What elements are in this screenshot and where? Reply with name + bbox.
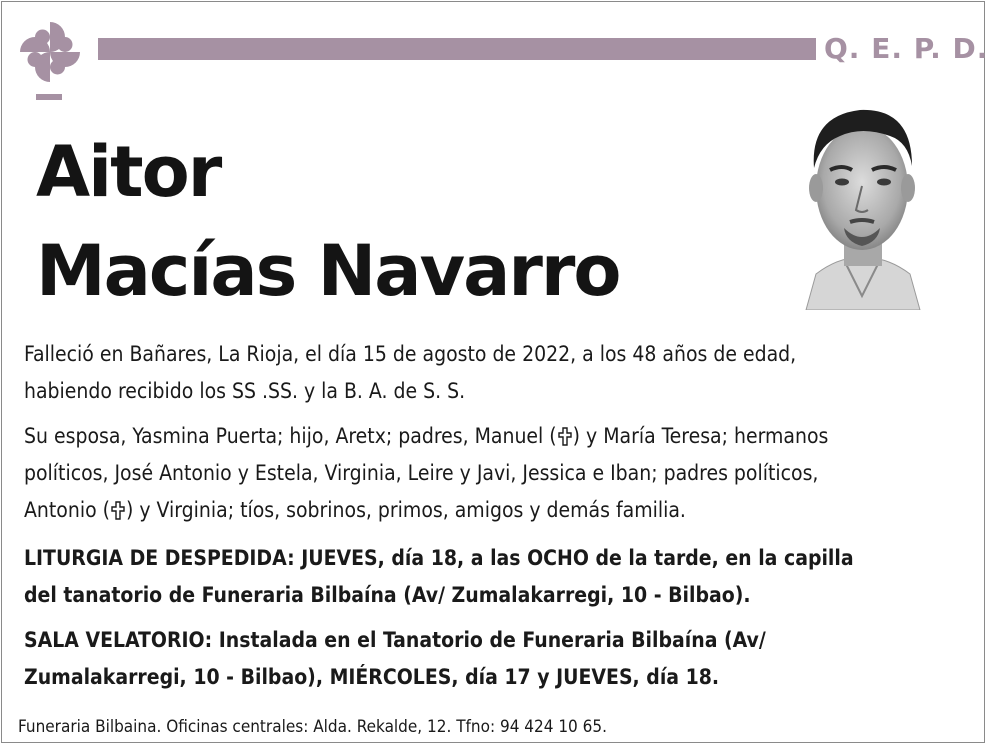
- family-text-e: ) y Virginia; tíos, sobrinos, primos, amigos y demás familia.: [126, 498, 686, 522]
- liturgy-line-1: LITURGIA DE DESPEDIDA: JUEVES, día 18, a las OCHO de la tarde, en la capilla: [24, 546, 854, 570]
- family-text-d: Antonio (: [24, 498, 111, 522]
- last-name: Macías Navarro: [36, 230, 620, 312]
- family-paragraph: [24, 418, 970, 529]
- wake-room-paragraph: [24, 622, 970, 696]
- header-bar: [98, 38, 816, 60]
- qepd-label: Q. E. P. D.: [824, 32, 988, 65]
- wake-room-line-2: Zumalakarregi, 10 - Bilbao), MIÉRCOLES, día 17 y JUEVES, día 18.: [24, 665, 720, 689]
- cross-icon: [557, 426, 573, 446]
- wake-room-line-1: SALA VELATORIO: Instalada en el Tanatorio de Funeraria Bilbaína (Av/: [24, 628, 766, 652]
- liturgy-line-2: del tanatorio de Funeraria Bilbaína (Av/ Zumalakarregi, 10 - Bilbao).: [24, 583, 751, 607]
- family-line-3: [24, 492, 970, 529]
- lauburu-icon: [10, 12, 94, 102]
- first-name: Aitor: [36, 131, 221, 213]
- family-line-2: políticos, José Antonio y Estela, Virginia, Leire y Javi, Jessica e Iban; padres políticos,: [24, 461, 819, 485]
- death-notice-line-1: Falleció en Bañares, La Rioja, el día 15 de agosto de 2022, a los 48 años de edad,: [24, 342, 797, 366]
- death-notice-paragraph: [24, 336, 970, 410]
- family-text-b: ) y María Teresa; hermanos: [572, 424, 829, 448]
- death-notice-line-2: habiendo recibido los SS .SS. y la B. A. de S. S.: [24, 379, 466, 403]
- funeral-home-footer: Funeraria Bilbaina. Oficinas centrales: Alda. Rekalde, 12. Tfno: 94 424 10 65.: [18, 717, 607, 737]
- cross-icon: [110, 500, 126, 520]
- portrait-photo: [800, 96, 924, 310]
- family-line-1: [24, 418, 970, 455]
- liturgy-paragraph: [24, 540, 970, 614]
- family-text-a: Su esposa, Yasmina Puerta; hijo, Aretx; padres, Manuel (: [24, 424, 557, 448]
